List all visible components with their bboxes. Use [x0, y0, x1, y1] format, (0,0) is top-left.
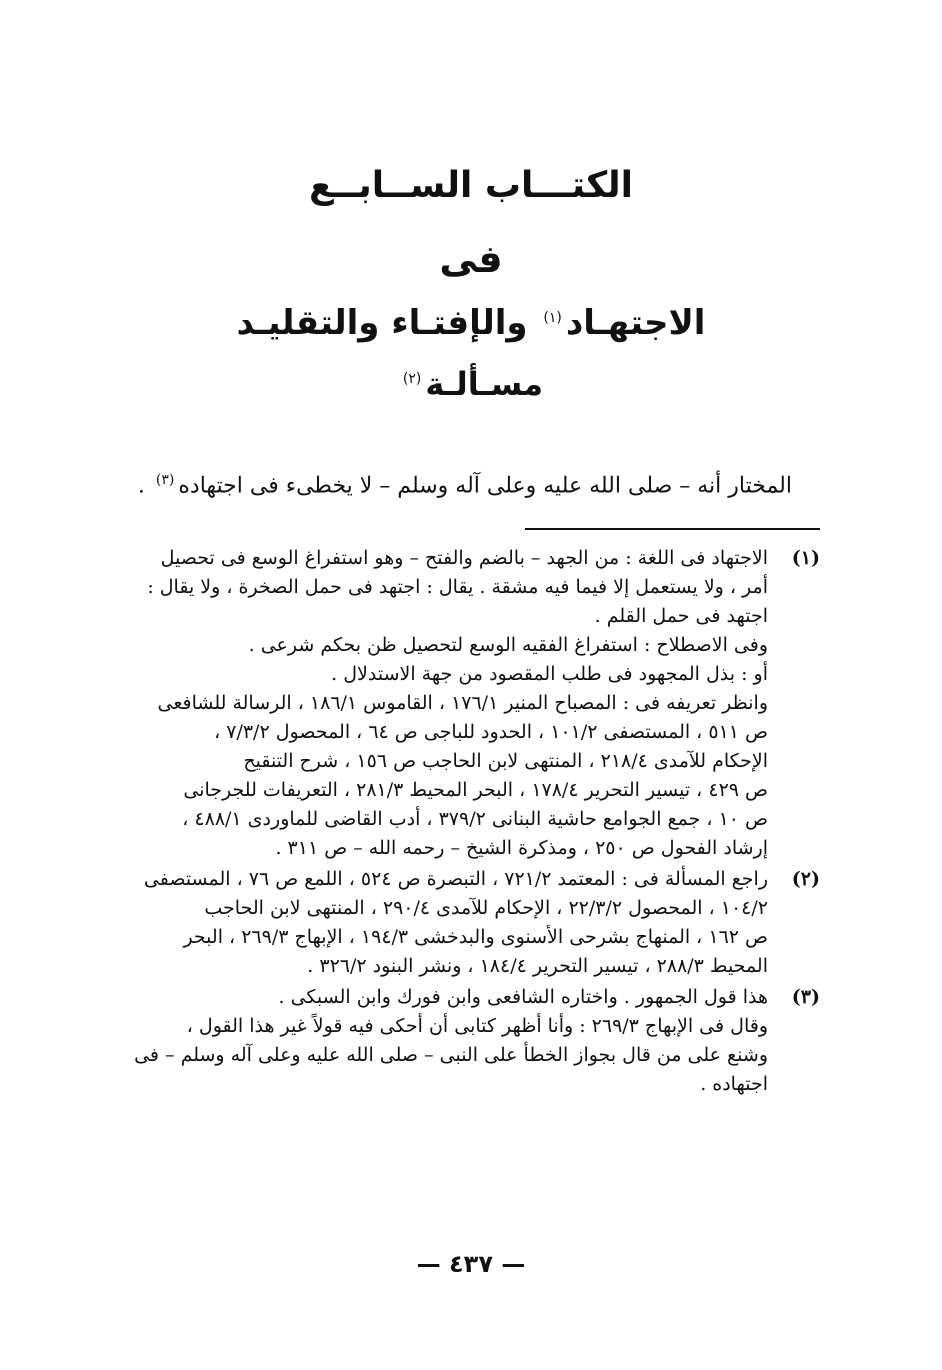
- issue-heading: [0, 365, 942, 403]
- footnote-3: [120, 983, 820, 1099]
- footnote-line: وانظر تعريفه فى : المصباح المنير ١٧٦/١ ، القاموس ١٨٦/١ ، الرسالة للشافعى: [157, 692, 768, 714]
- topic-rest-text: والإفتـاء والتقليـد: [236, 303, 528, 343]
- footnote-line: ص ١٦٢ ، المنهاج بشرحى الأسنوى والبدخشى ١٩٤/٣ ، الإبهاج ٢٦٩/٣ ، البحر: [183, 926, 768, 948]
- footnote-line: هذا قول الجمهور . واختاره الشافعى وابن فورك وابن السبكى .: [278, 986, 768, 1008]
- footnote-line: أمر ، ولا يستعمل إلا فيما فيه مشقة . يقال : اجتهد فى حمل الصخرة ، ولا يقال :: [147, 576, 768, 598]
- footnote-separator: [525, 528, 820, 530]
- footnote-line: وقال فى الإبهاج ٢٦٩/٣ : وأنا أظهر كتابى أن أحكى فيه قولاً غير هذا القول ،: [186, 1015, 768, 1037]
- footnote-line: الاجتهاد فى اللغة : من الجهد – بالضم والفتح – وهو استفراغ الوسع فى تحصيل: [160, 547, 768, 569]
- issue-text: مسـألـة: [425, 365, 544, 403]
- footnote-2: [120, 865, 820, 981]
- chapter-topic-heading: [0, 303, 942, 343]
- footnote-marker-1: (١): [543, 309, 562, 326]
- topic-main-text: الاجتهـاد: [565, 303, 706, 343]
- footnote-line: وشنع على من قال بجواز الخطأ على النبى – صلى الله عليه وعلى آله وسلم – فى: [134, 1044, 768, 1066]
- footnote-line: الإحكام للآمدى ٢١٨/٤ ، المنتهى لابن الحاجب ص ١٥٦ ، شرح التنقيح: [243, 750, 768, 772]
- footnote-number: (١): [791, 547, 820, 569]
- footnote-line: إرشاد الفحول ص ٢٥٠ ، ومذكرة الشيخ – رحمه الله – ص ٣١١ .: [275, 837, 768, 859]
- footnote-number: (٢): [791, 868, 820, 890]
- footnote-line: اجتهد فى حمل القلم .: [594, 605, 768, 627]
- main-paragraph-end: .: [137, 473, 152, 499]
- footnote-line: ١٠٤/٢ ، المحصول ٢٢/٣/٢ ، الإحكام للآمدى ٢٩٠/٤ ، المنتهى لابن الحاجب: [204, 897, 768, 919]
- heading-in-text: فى: [439, 237, 503, 281]
- footnote-line: ص ٤٢٩ ، تيسير التحرير ١٧٨/٤ ، البحر المحيط ٢٨١/٣ ، التعريفات للجرجانى: [183, 779, 768, 801]
- footnote-line: ص ١٠ ، جمع الجوامع حاشية البنانى ٣٧٩/٢ ، أدب القاضى للماوردى ٤٨٨/١ ،: [182, 808, 768, 830]
- footnote-number: (٣): [791, 986, 820, 1008]
- book-title-text: الكتـــاب الســابــع: [309, 165, 633, 206]
- footnote-line: المحيط ٢٨٨/٣ ، تيسير التحرير ١٨٤/٤ ، ونشر البنود ٣٢٦/٢ .: [307, 955, 768, 977]
- footnote-line: راجع المسألة فى : المعتمد ٧٢١/٢ ، التبصرة ص ٥٢٤ ، اللمع ص ٧٦ ، المستصفى: [143, 868, 768, 890]
- footnote-marker-3: (٣): [155, 472, 175, 488]
- footnote-line: وفى الاصطلاح : استفراغ الفقيه الوسع لتحصيل ظن بحكم شرعى .: [248, 634, 768, 656]
- main-paragraph-text: المختار أنه – صلى الله عليه وعلى آله وسلم – لا يخطىء فى اجتهاده: [178, 473, 792, 499]
- footnote-1: [120, 544, 820, 863]
- heading-in: [0, 237, 942, 281]
- book-title: [0, 165, 942, 206]
- main-paragraph: [132, 460, 792, 506]
- footnote-marker-2: (٢): [402, 371, 422, 388]
- footnotes-section: [120, 544, 820, 1101]
- footnote-line: ص ٥١١ ، المستصفى ١٠١/٢ ، الحدود للباجى ص ٦٤ ، المحصول ٧/٣/٢ ،: [214, 721, 768, 743]
- page-number: — ٤٣٧ —: [416, 1250, 526, 1278]
- footnote-line: اجتهاده .: [700, 1073, 768, 1095]
- footnote-line: أو : بذل المجهود فى طلب المقصود من جهة الاستدلال .: [331, 663, 768, 685]
